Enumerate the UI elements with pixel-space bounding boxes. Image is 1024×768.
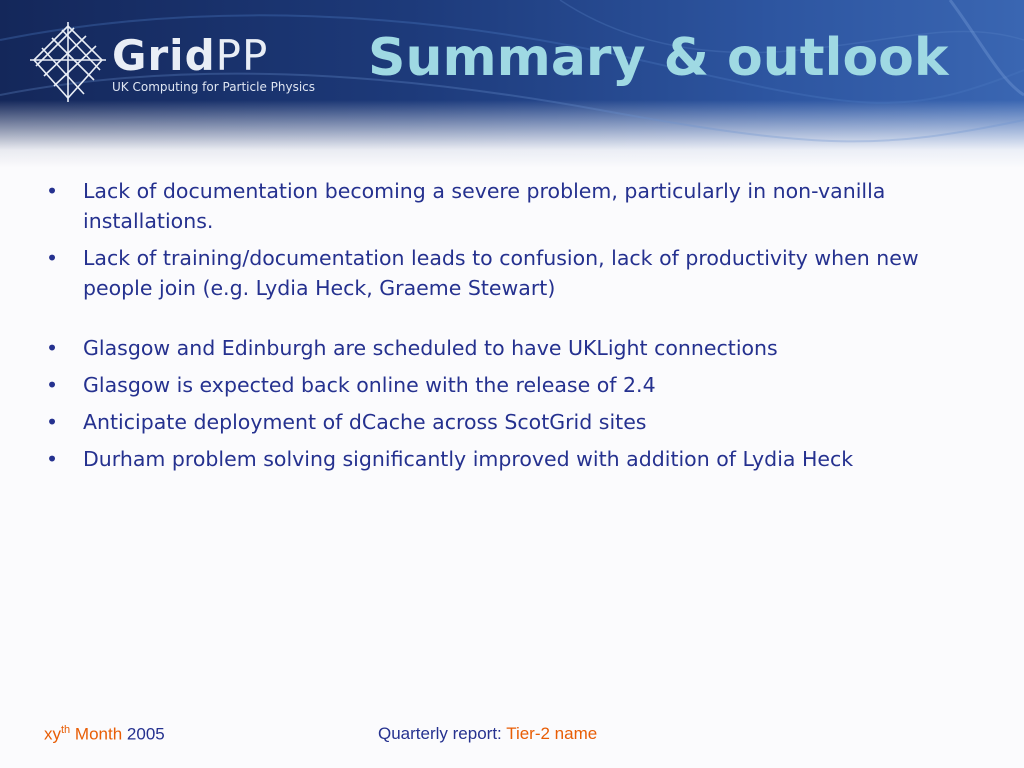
header-banner xyxy=(0,0,1024,170)
footer-date xyxy=(44,724,165,745)
gridpp-logo xyxy=(112,31,269,80)
gridpp-mesh-icon xyxy=(28,20,108,104)
bullet-text: Glasgow is expected back online with the release of 2.4 xyxy=(83,373,656,397)
bullet-text: Glasgow and Edinburgh are scheduled to have UKLight connections xyxy=(83,336,778,360)
bullet-marker: • xyxy=(46,447,59,471)
footer-date-day: xy xyxy=(44,724,61,744)
bullet-text: Lack of documentation becoming a severe problem, particularly in non-vanilla installations. xyxy=(83,179,886,233)
bullet-item xyxy=(44,333,984,363)
bullet-list-container xyxy=(44,176,984,481)
bullet-list xyxy=(44,176,984,474)
bullet-item xyxy=(44,407,984,437)
slide-title: Summary & outlook xyxy=(368,28,949,88)
bullet-marker: • xyxy=(46,179,59,203)
bullet-marker: • xyxy=(46,246,59,270)
bullet-item xyxy=(44,444,984,474)
footer-date-month: Month xyxy=(74,724,123,744)
footer-date-suffix: th xyxy=(61,724,71,736)
bullet-item xyxy=(44,370,984,400)
footer-date-year: 2005 xyxy=(126,724,165,744)
bullet-marker: • xyxy=(46,410,59,434)
bullet-text: Lack of training/documentation leads to confusion, lack of productivity when new people join (e.g. Lydia Heck, Graeme Stewart) xyxy=(83,246,919,300)
footer-report-label: Quarterly report: xyxy=(378,724,502,743)
footer-report-name: Tier-2 name xyxy=(506,724,598,743)
logo-name-grid: Grid xyxy=(112,31,216,80)
bullet-marker: • xyxy=(46,336,59,360)
bullet-item xyxy=(44,176,984,236)
bullet-text: Durham problem solving significantly improved with addition of Lydia Heck xyxy=(83,447,854,471)
footer-report xyxy=(378,724,597,744)
bullet-item xyxy=(44,243,984,303)
logo-name-pp: PP xyxy=(215,31,269,80)
bullet-text: Anticipate deployment of dCache across ScotGrid sites xyxy=(83,410,647,434)
logo-tagline: UK Computing for Particle Physics xyxy=(112,80,316,94)
bullet-marker: • xyxy=(46,373,59,397)
